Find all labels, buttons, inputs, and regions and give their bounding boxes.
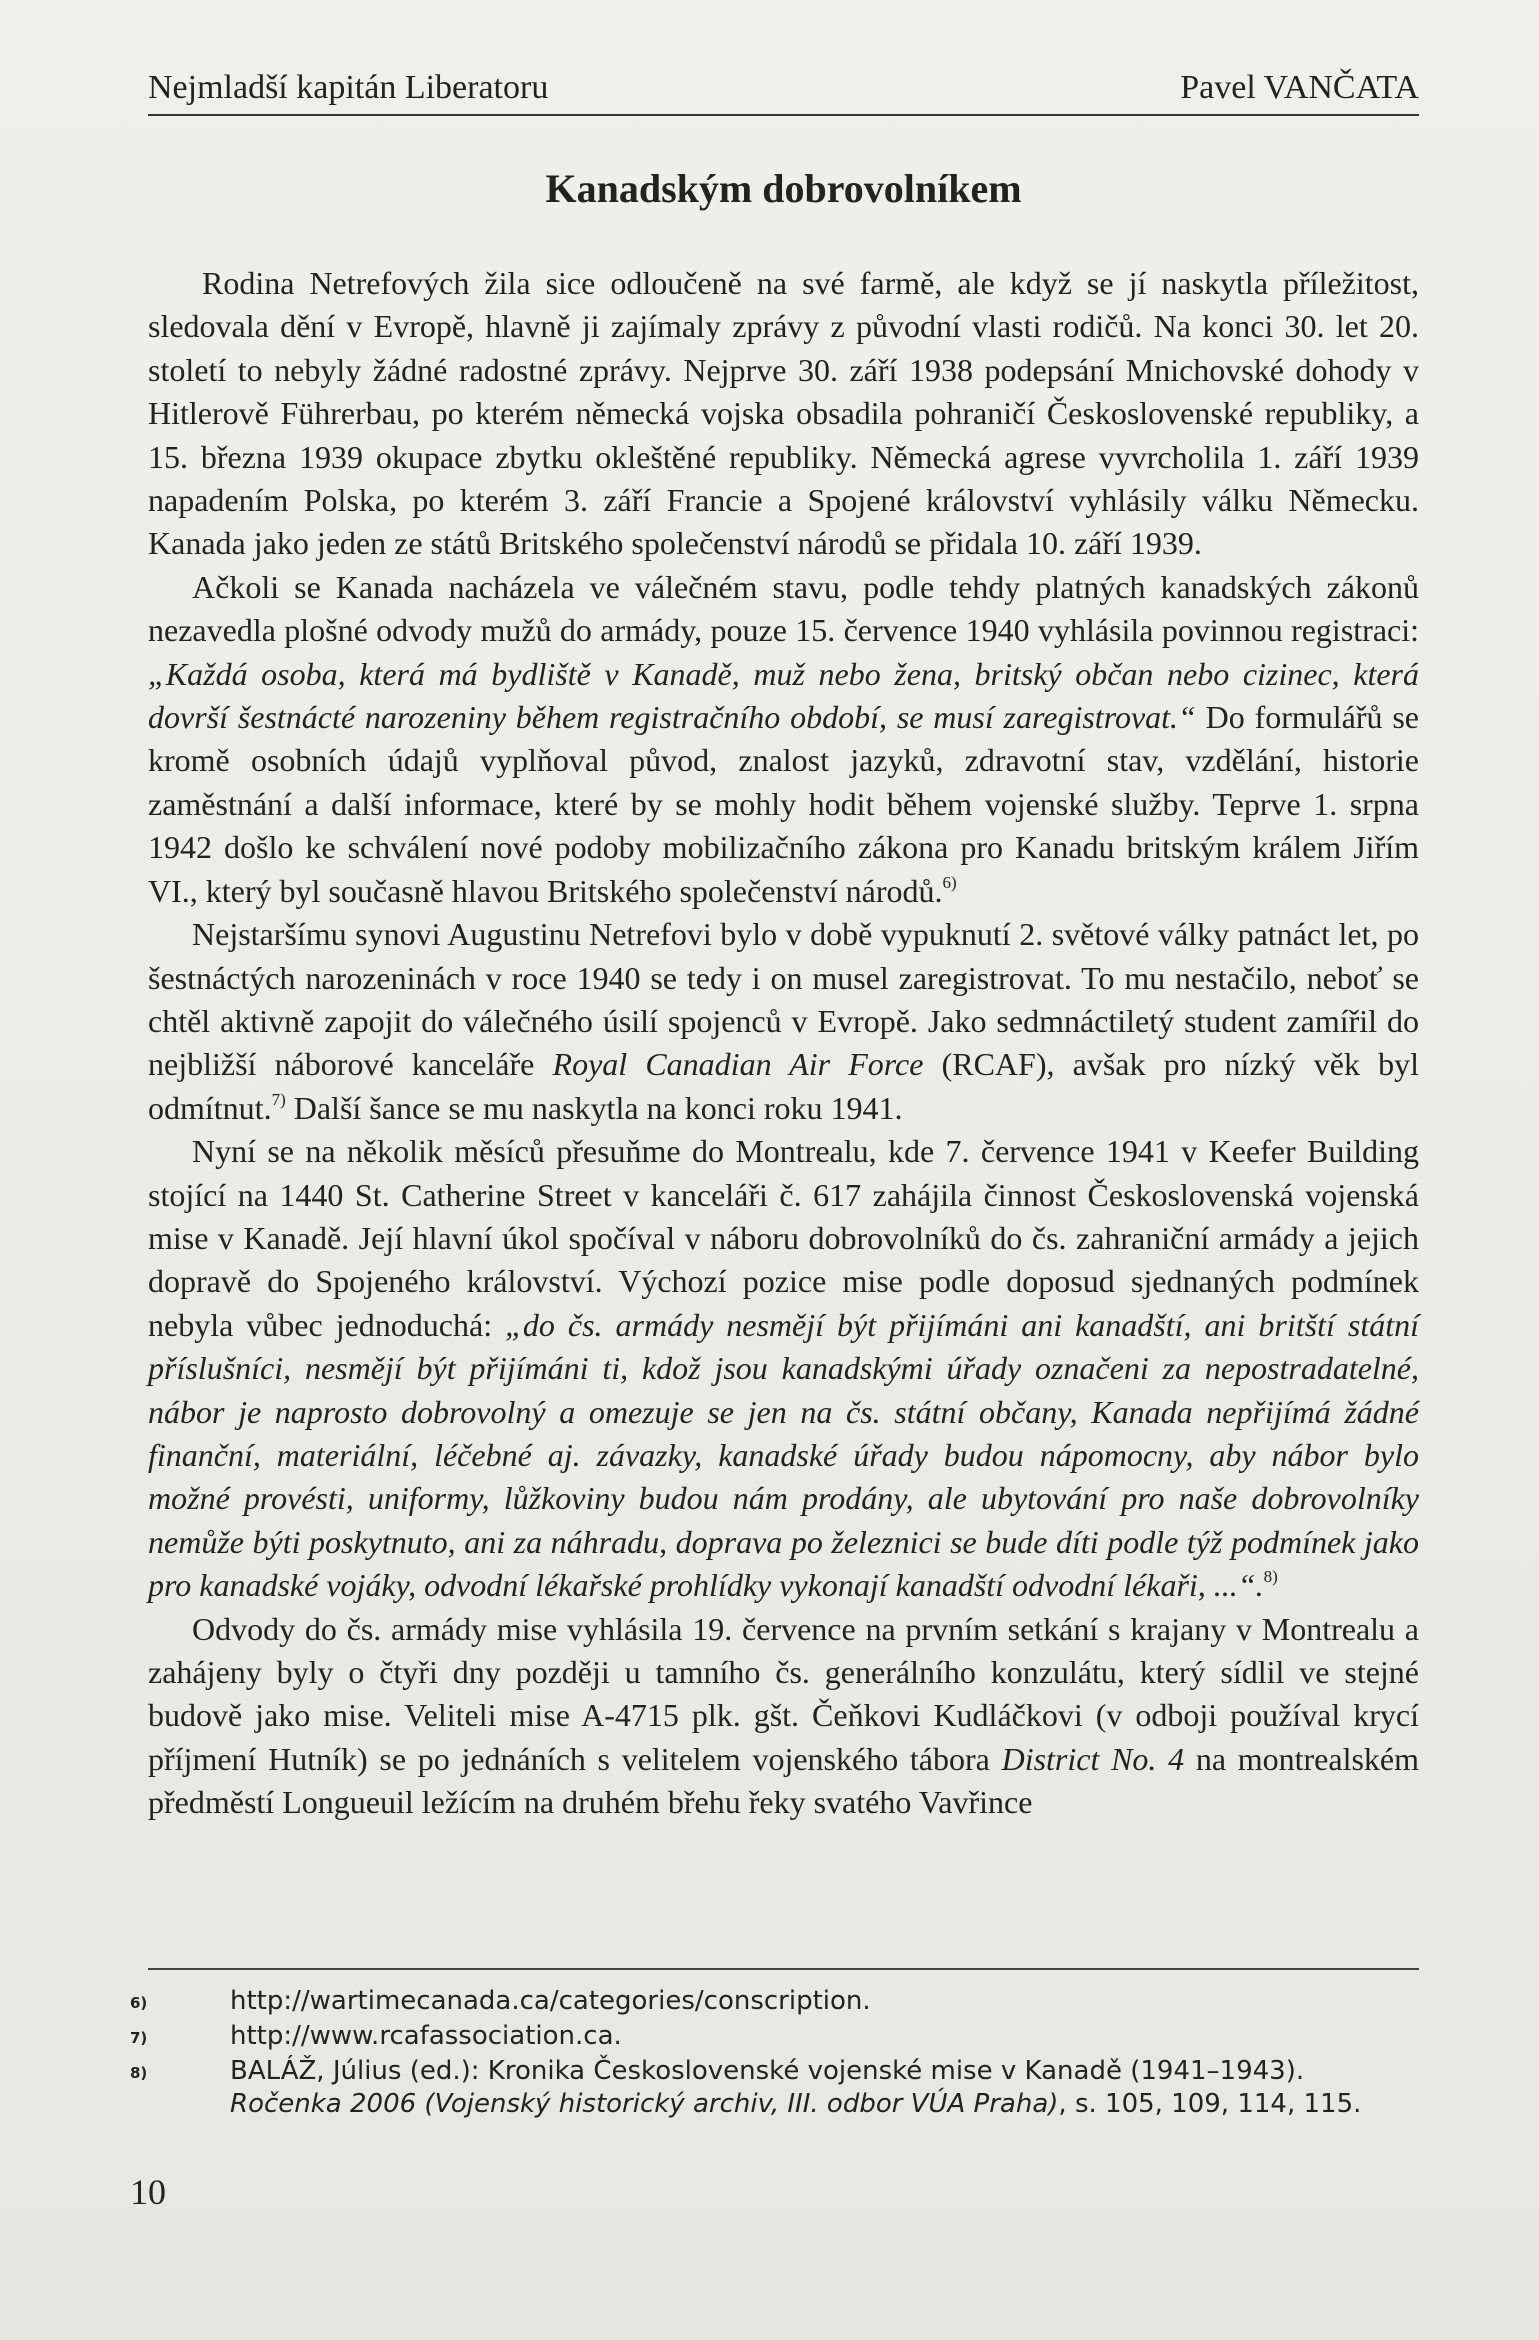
italic-text: „Každá osoba, která má bydliště v Kanadě, muž nebo žena, britský občan nebo cizinec, která dovrší šestnácté narozeniny během registračního období, se musí zaregistrovat.“ — [148, 655, 1419, 736]
text-run: BALÁŽ, Július (ed.): Kronika Československé vojenské mise v Kanadě (1941–1943). — [230, 2056, 1305, 2086]
italic-text: Ročenka 2006 (Vojenský historický archiv, III. odbor VÚA Praha) — [230, 2089, 1059, 2119]
paragraph — [148, 1608, 1419, 1825]
text-run: Nejstaršímu synovi Augustinu Netrefovi bylo v době vypuknutí 2. světové války patnáct let, po šestnáctých narozeninách v roce 1940 se tedy i on musel zaregistrovat. To mu nestačilo, neboť se chtěl aktivně zapojit do válečného úsilí spojenců v Evropě. Jako sedmnáctiletý student zamířil do nejbližší náborové kanceláře — [148, 916, 1419, 1083]
text-run: http://wartimecanada.ca/categories/conscription. — [230, 1986, 871, 2016]
footnote — [130, 2055, 1419, 2121]
paragraph — [148, 566, 1419, 913]
text-run: na montrealském předměstí Longueuil ležícím na druhém břehu řeky svatého Vavřince — [148, 1740, 1420, 1821]
text-run: Rodina Netrefových žila sice odloučeně na své farmě, ale když se jí naskytla příležitost, sledovala dění v Evropě, hlavně ji zajímaly zprávy z původní vlasti rodičů. Na konci 30. let 20. století to nebyly žádné radostné zprávy. Nejprve 30. září 1938 podepsání Mnichovské dohody v Hitlerově Führerbau, po kterém německá vojska obsadila pohraničí Československé republiky, a 15. března 1939 okupace zbytku okleštěné republiky. Německá agrese vyvrcholila 1. září 1939 napadením Polska, po kterém 3. září Francie a Spojené království vyhlásily válku Německu. Kanada jako jeden ze států Britského společenství národů se přidala 10. září 1939. — [148, 265, 1419, 562]
footnote-reference: 6) — [942, 872, 957, 892]
italic-text: District No. 4 — [1001, 1740, 1185, 1777]
footnote-text — [230, 1985, 1419, 2020]
text-run: , s. 105, 109, 114, 115. — [1058, 2089, 1362, 2119]
footnote-mark: 6) — [130, 1994, 148, 2012]
footnote — [130, 2020, 1419, 2055]
footnotes — [130, 1985, 1419, 2121]
text-run: http://www.rcafassociation.ca. — [230, 2021, 622, 2051]
footnote — [130, 1985, 1419, 2020]
chapter-title: Kanadským dobrovolníkem — [545, 166, 1022, 211]
footnote-text — [230, 2055, 1419, 2121]
running-head-author: Pavel VANČATA — [1180, 69, 1419, 106]
footnote-mark: 7) — [130, 2029, 148, 2047]
footnote-text — [230, 2020, 1419, 2055]
paragraph — [148, 913, 1419, 1130]
italic-text: Royal Canadian Air Force — [552, 1046, 924, 1083]
text-run: Odvody do čs. armády mise vyhlásila 19. července na prvním setkání s krajany v Montrealu a zahájeny byly o čtyři dny později u tamního čs. generálního konzulátu, který sídlil ve stejné budově jako mise. Veliteli mise A-4715 plk. gšt. Čeňkovi Kudláčkovi (v odboji používal krycí příjmení Hutník) se po jednáních s velitelem vojenského tábora — [148, 1610, 1419, 1777]
text-run: Nyní se na několik měsíců přesuňme do Montrealu, kde 7. července 1941 v Keefer Building stojící na 1440 St. Catherine Street v kanceláři č. 617 zahájila činnost Československá vojenská mise v Kanadě. Její hlavní úkol spočíval v náboru dobrovolníků do čs. zahraniční armády a jejich dopravě do Spojeného království. Výchozí pozice mise podle doposud sjednaných podmínek nebyla vůbec jednoduchá: — [148, 1133, 1419, 1343]
italic-text: „do čs. armády nesmějí být přijímáni ani kanadští, ani britští státní příslušníci, nesmějí být přijímáni ti, kdož jsou kanadskými úřady označeni za nepostradatelné, nábor je naprosto dobrovolný a omezuje se jen na čs. státní občany, Kanada nepřijímá žádné finanční, materiální, léčebné aj. závazky, kanadské úřady budou nápomocny, aby nábor bylo možné provésti, uniformy, lůžkoviny budou nám prodány, ale ubytování pro naše dobrovolníky nemůže býti poskytnuto, ani za náhradu, doprava po železnici se bude díti podle týž podmínek jako pro kanadské vojáky, odvodní lékařské prohlídky vykonají kanadští odvodní lékaři, ...“. — [148, 1306, 1420, 1604]
paragraph — [148, 1130, 1419, 1607]
footnote-mark: 8) — [130, 2064, 148, 2082]
text-run: Do formulářů se kromě osobních údajů vyplňoval původ, znalost jazyků, zdravotní stav, vzdělání, historie zaměstnání a další informace, které by se mohly hodit během vojenské služby. Teprve 1. srpna 1942 došlo ke schválení nové podoby mobilizačního zákona pro Kanadu britským králem Jiřím VI., který byl současně hlavou Britského společenství národů. — [148, 699, 1420, 909]
paragraph — [148, 262, 1419, 566]
text-run: Další šance se mu naskytla na konci roku 1941. — [285, 1089, 903, 1126]
text-run: (RCAF), avšak pro nízký věk byl odmítnut. — [148, 1046, 1420, 1126]
body-text — [148, 262, 1419, 1825]
footnote-reference: 7) — [271, 1089, 286, 1109]
running-head-book-title: Nejmladší kapitán Liberatoru — [148, 69, 549, 106]
footnote-divider — [148, 1968, 1419, 1970]
running-head — [148, 68, 1419, 116]
page-number: 10 — [130, 2172, 166, 2212]
footnote-reference: 8) — [1263, 1567, 1278, 1587]
text-run: Ačkoli se Kanada nacházela ve válečném stavu, podle tehdy platných kanadských zákonů nezavedla plošné odvody mužů do armády, pouze 15. července 1940 vyhlásila povinnou registraci: — [148, 568, 1419, 649]
